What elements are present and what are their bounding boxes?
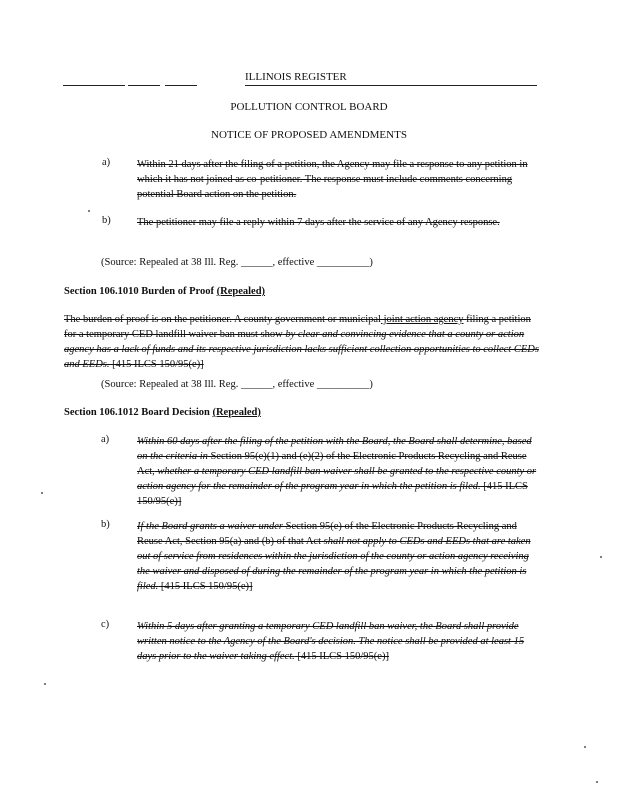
scan-speck — [88, 210, 90, 212]
source-note-2: (Source: Repealed at 38 Ill. Reg. ______, effective __________) — [101, 379, 373, 390]
section-1010-title: Section 106.1010 Burden of Proof — [64, 286, 215, 297]
register-title: ILLINOIS REGISTER — [245, 71, 347, 83]
section-1012-heading — [64, 407, 261, 418]
decision-c-2: [415 ILCS 150/95(e)] — [294, 651, 389, 662]
section-1012-repealed: (Repealed) — [212, 407, 261, 418]
section-1010-repealed: (Repealed) — [216, 286, 266, 297]
item-1012-a-label: a) — [101, 434, 110, 445]
decision-a-2: Section 95(e)(1) and (e)(2) of the Electronic Products Recycling and Reuse Act, — [137, 451, 527, 477]
scan-speck — [41, 492, 43, 494]
notice-title: NOTICE OF PROPOSED AMENDMENTS — [211, 129, 407, 141]
decision-b-2: Section 95(e) of the Electronic Products Recycling and Reuse Act, Section 95(a) and (b) of that Act — [137, 521, 517, 547]
decision-b-3: shall not apply to CEDs and EEDs that are taken out of service from residences within the jurisdiction of the county or action agency receiving the waiver and disposed of during the remainder of the program year in which the petition is filed. — [137, 536, 531, 592]
item-a1-paragraph: Within 21 days after the filing of a petition, the Agency may file a response to any petition in which it has not joined as co-petitioner. The response must include comments concerning potential Board action on the petition. — [137, 159, 528, 200]
item-b1-paragraph: The petitioner may file a reply within 7 days after the service of any Agency response. — [137, 217, 500, 228]
item-a1-text — [137, 157, 539, 202]
burden-text-2: joint action agency — [380, 314, 464, 325]
source-note-1: (Source: Repealed at 38 Ill. Reg. ______, effective __________) — [101, 257, 373, 268]
header-rule-left-1 — [63, 85, 125, 86]
decision-b-4: [415 ILCS 150/95(e)] — [158, 581, 253, 592]
decision-a-3: whether a temporary CED landfill ban waiver shall be granted to the respective county or action agency for the remainder of the program year in which the petition is filed. — [137, 466, 537, 492]
board-title: POLLUTION CONTROL BOARD — [230, 101, 388, 113]
decision-a-1: Within 60 days after the filing of the petition with the Board, the Board shall determine, based on the criteria in — [137, 436, 532, 462]
item-1012-b-label: b) — [101, 519, 110, 530]
scan-speck — [584, 746, 586, 748]
scan-speck — [44, 683, 46, 685]
item-1012-b-text — [137, 519, 539, 594]
item-1012-a-text — [137, 434, 539, 509]
item-1012-c-label: c) — [101, 619, 110, 630]
decision-a-4: [415 ILCS 150/95(e)] — [137, 481, 528, 507]
item-1012-b-paragraph — [137, 519, 539, 594]
item-1012-c-paragraph — [137, 619, 539, 664]
section-1012-title: Section 106.1012 Board Decision — [64, 407, 210, 418]
section-1010-body — [64, 312, 539, 372]
item-b1-label: b) — [102, 215, 111, 226]
section-1010-paragraph — [64, 312, 539, 372]
header-rule-right — [245, 85, 537, 86]
scan-speck — [596, 781, 598, 783]
item-b1-text — [137, 215, 529, 230]
decision-b-1: If the Board grants a waiver under — [137, 521, 284, 532]
burden-text-5: [415 ILCS 150/95(e)] — [109, 359, 204, 370]
item-1012-a-paragraph — [137, 434, 539, 509]
decision-c-1: Within 5 days after granting a temporary CED landfill ban waiver, the Board shall provide written notice to the Agency of the Board's decision. The notice shall be provided at least 15 days prior to the waiver taking effect. — [137, 621, 525, 662]
header-rule-left-3 — [165, 85, 197, 86]
burden-text-4: by clear and convincing evidence that a county or action agency has a lack of funds and its respective jurisdiction lacks sufficient collection opportunities to collect CEDs and EEDs. — [64, 329, 539, 370]
burden-text-3: filing a petition for a temporary CED landfill waiver ban must show — [64, 314, 531, 340]
item-a1-label: a) — [102, 157, 111, 168]
scan-speck — [600, 556, 602, 558]
burden-text-1: The burden of proof is on the petitioner. A county government or municipal — [64, 314, 381, 325]
section-1010-heading — [64, 286, 265, 297]
header-rule-left-2 — [128, 85, 160, 86]
item-1012-c-text — [137, 619, 539, 664]
